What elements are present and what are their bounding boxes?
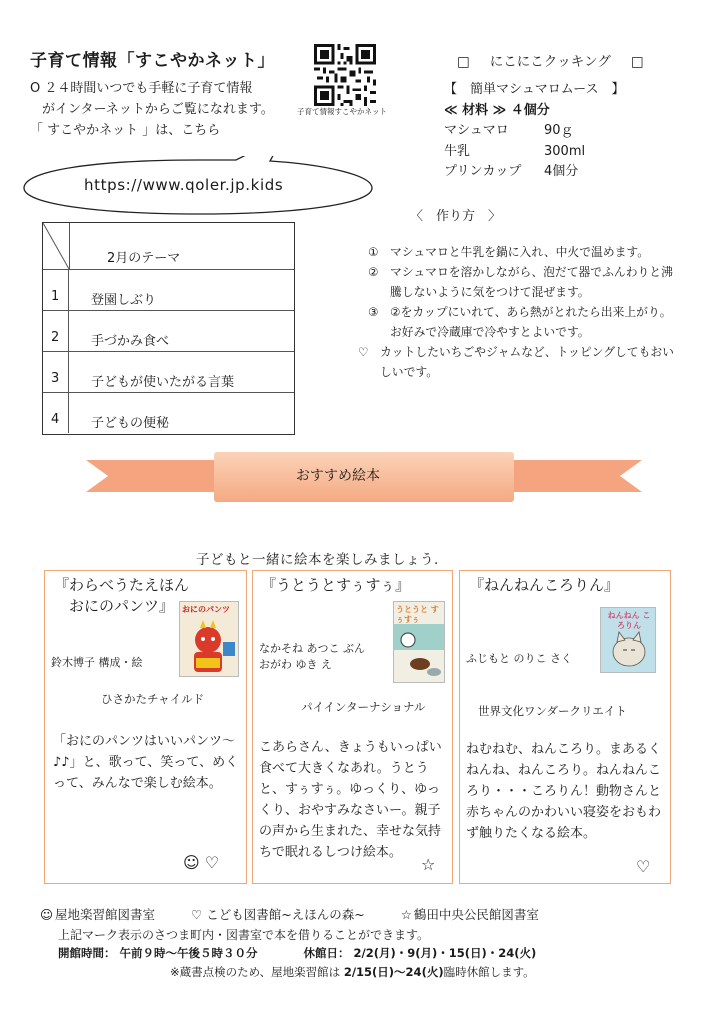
- book-author: 鈴木博子 構成・絵: [51, 656, 143, 669]
- book-description: ねむねむ、ねんころり。まあるくねんね、ねんころり。ねんねんころり・・・ころりん！動物さんと赤ちゃんのかわいい寝姿をおもわず触りたくなる絵本。: [466, 742, 662, 841]
- book-publisher: ひさかたチャイルド: [101, 692, 205, 706]
- table-row: [43, 269, 294, 311]
- heart-icon: ♡: [358, 345, 369, 359]
- cooking-title: にこにこクッキング: [489, 54, 611, 70]
- star-icon: ☆: [400, 907, 412, 922]
- table-row: [43, 392, 294, 433]
- book-card[interactable]: [459, 570, 671, 884]
- closure-notice: [170, 964, 535, 980]
- theme-table-title: 2月のテーマ: [107, 251, 181, 266]
- closure-prefix: ※蔵書点検のため、屋地楽習館は: [170, 965, 344, 979]
- recipe-name: 【 簡単マシュマロムース 】: [444, 82, 625, 97]
- book-author: ふじもと のりこ さく: [466, 652, 572, 665]
- step-mark: ③: [368, 305, 379, 319]
- ingredient-amount: 4個分: [544, 164, 579, 179]
- hours-text: 開館時間： 午前９時～午後５時３０分: [58, 946, 258, 960]
- ingredient-name: マシュマロ: [444, 123, 509, 138]
- step-row: [358, 342, 678, 382]
- book-cover-image: [393, 601, 445, 683]
- step-text: マシュマロと牛乳を鍋に入れ、中火で温めます。: [390, 245, 650, 259]
- ingredient-amount: 300ml: [544, 143, 586, 159]
- box-mark: □: [630, 54, 644, 70]
- intro-line: 「 すこやかネット 」は、こちら: [30, 123, 221, 138]
- ingredient-amount: 90ｇ: [544, 123, 574, 138]
- qr-caption: 子育て情報すこやかネット: [297, 107, 387, 116]
- row-label: 登園しぶり: [91, 293, 157, 308]
- qr-code[interactable]: [314, 44, 376, 106]
- step-mark: ②: [368, 265, 379, 279]
- book-description: こあらさん、きょうもいっぱい食べて大きくなあれ。うとうと、すぅすぅ。ゆっくり、ゆっくり、おやすみなさいー。親子の声から生まれた、幸せな気持ちで眠れるしつけ絵本。: [259, 740, 442, 860]
- book-card[interactable]: [252, 570, 453, 884]
- book-cover-image: [600, 607, 656, 673]
- books-lead-text: 子どもと一緒に絵本を楽しみましょう.: [196, 552, 439, 568]
- row-number: 3: [43, 351, 69, 392]
- step-row: [358, 262, 678, 302]
- book-author: [259, 641, 365, 673]
- ingredient-row: [444, 121, 624, 142]
- star-icon: ☆: [421, 855, 436, 874]
- legend-label: こども図書館~えほんの森~: [206, 907, 365, 922]
- method-heading: 〈 作り方 〉: [410, 209, 502, 224]
- theme-table: [42, 222, 295, 435]
- legend-label: 鶴田中央公民館図書室: [413, 907, 539, 922]
- row-label: 子どもが使いたがる言葉: [91, 375, 235, 390]
- ingredient-row: [444, 162, 624, 183]
- book-author-line: なかそね あつこ ぶん: [259, 642, 365, 655]
- row-number: 1: [43, 269, 69, 310]
- table-row: [43, 351, 294, 393]
- page-title: 子育て情報「すこやかネット」: [30, 51, 275, 71]
- book-card[interactable]: [44, 570, 247, 884]
- step-row: [358, 302, 678, 342]
- cover-title: ねんねん ころりん: [607, 611, 651, 630]
- koala-illustration: [394, 602, 445, 683]
- method-steps: [358, 242, 678, 382]
- book-title-line: 『わらべうたえほん: [54, 576, 190, 594]
- cover-title: おにのパンツ: [182, 605, 230, 614]
- book-title-line: おにのパンツ』: [54, 597, 175, 615]
- ribbon-title: おすすめ絵本: [295, 468, 381, 484]
- book-cover-image: [179, 601, 239, 677]
- heart-icon: ♡: [636, 857, 651, 876]
- heart-icon: ♡: [191, 907, 203, 922]
- legend-item: [40, 907, 171, 922]
- book-title: [54, 575, 189, 617]
- cover-title: うとうと すぅすぅ: [396, 605, 439, 624]
- intro-line: O ２４時間いつでも手軽に子育て情報: [30, 81, 253, 96]
- ingredient-name: 牛乳: [444, 143, 471, 159]
- materials-heading: ≪ 材料 ≫ ４個分: [444, 102, 550, 118]
- smiley-icon: ☺: [40, 907, 54, 922]
- step-row: [358, 242, 678, 262]
- closed-days: 休館日： 2/2(月)・9(月)・15(日)・24(火): [303, 946, 537, 960]
- step-text: ②をカップにいれて、あら熱がとれたら出来上がり。お好みで冷蔵庫で冷やすとよいです。: [390, 305, 672, 339]
- step-text: マシュマロを溶かしながら、泡だて器でふんわりと沸騰しないように気をつけて混ぜます。: [390, 265, 673, 299]
- book-description: 「おにのパンツはいいパンツ～♪♪」と、歌って、笑って、めくって、みんなで楽しむ絵本。: [53, 734, 239, 791]
- book-title: 『ねんねんころりん』: [469, 576, 620, 594]
- step-mark: ①: [368, 245, 379, 259]
- ingredient-row: [444, 142, 624, 163]
- library-legend: [40, 905, 571, 923]
- intro-text: [30, 78, 274, 141]
- cooking-heading: [447, 50, 654, 70]
- legend-item: [191, 907, 381, 922]
- ingredient-name: プリンカップ: [444, 164, 522, 179]
- book-publisher: パイインターナショナル: [301, 700, 426, 714]
- book-publisher: 世界文化ワンダークリエイト: [478, 704, 627, 718]
- table-row: [43, 310, 294, 352]
- recipe-block: [444, 80, 624, 183]
- row-label: 手づかみ食べ: [91, 334, 170, 349]
- intro-line: がインターネットからご覧になれます。: [42, 102, 274, 117]
- closure-suffix: 臨時休館します。: [443, 965, 535, 979]
- legend-label: 屋地楽習館図書室: [55, 907, 156, 922]
- closure-dates: 2/15(日)～24(火): [343, 965, 444, 979]
- row-number: 4: [43, 392, 69, 433]
- diagonal-cell: [43, 223, 70, 269]
- cat-illustration: [601, 608, 656, 673]
- box-mark: □: [457, 54, 470, 70]
- book-title: 『うとうとすぅすぅ』: [261, 576, 411, 594]
- website-url-link[interactable]: https://www.qoler.jp.kids: [84, 176, 284, 194]
- step-text: カットしたいちごやジャムなど、トッピングしてもおいしいです。: [380, 345, 674, 379]
- book-author-line: おがわ ゆき え: [259, 658, 332, 671]
- legend-item: [401, 907, 555, 922]
- theme-table-header: [43, 223, 294, 270]
- oni-illustration: [180, 602, 239, 677]
- row-number: 2: [43, 310, 69, 351]
- opening-hours: [58, 945, 536, 961]
- library-note: 上記マーク表示のさつま町内・図書室で本を借りることができます。: [58, 928, 430, 942]
- row-label: 子どもの便秘: [91, 416, 170, 431]
- library-marks-icon: ☺ ♡: [183, 853, 220, 872]
